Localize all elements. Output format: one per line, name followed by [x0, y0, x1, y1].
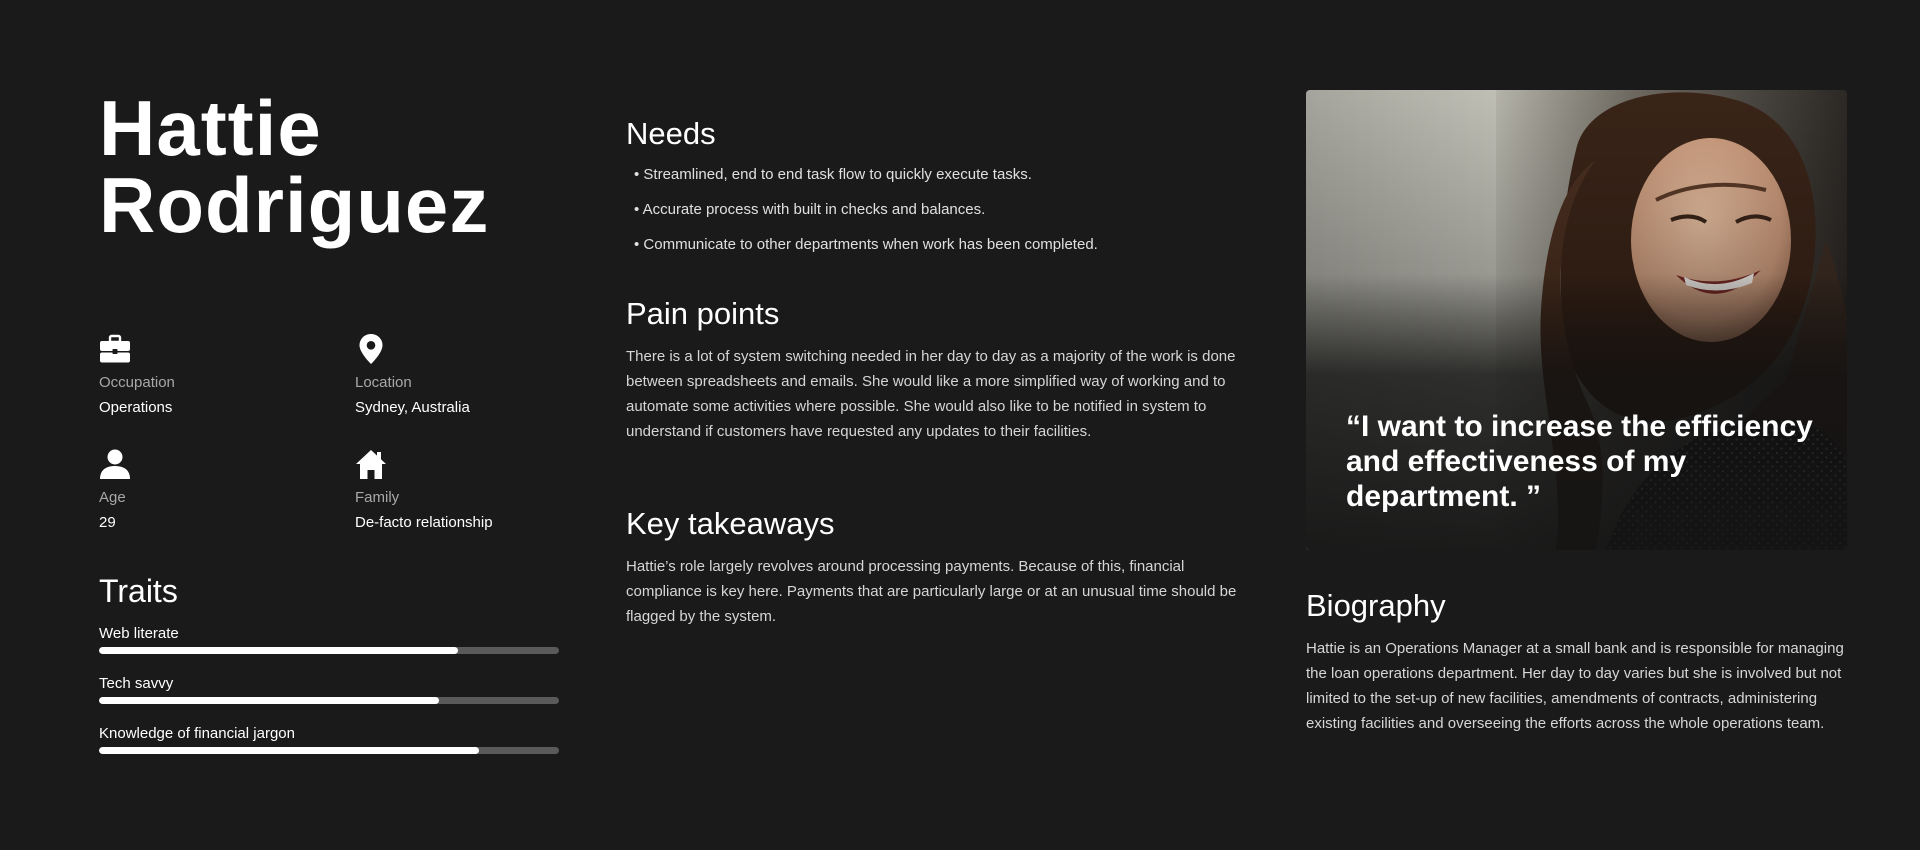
trait-bar-track [99, 647, 559, 654]
age-info [99, 448, 339, 531]
person-icon [99, 448, 131, 480]
family-info [355, 448, 595, 531]
key-takeaways-text: Hattie’s role largely revolves around processing payments. Because of this, financial compliance is key here. Payments that are particularly large or at an unusual time should be flagged by the system. [626, 558, 1237, 625]
occupation-info [99, 333, 339, 416]
list-item: • Communicate to other departments when work has been completed. [634, 236, 1098, 253]
location-label: Location [355, 374, 412, 391]
trait-label: Knowledge of financial jargon [99, 725, 295, 742]
trait-bar-track [99, 697, 559, 704]
age-label: Age [99, 489, 126, 506]
trait-bar-fill [99, 697, 439, 704]
family-value: De-facto relationship [355, 514, 493, 531]
pain-points-text: There is a lot of system switching needed in her day to day as a majority of the work is done between spreadsheets and emails. She would like a more simplified way of working and to automate some activities where possible. She would also like to be notified in system to understand if customers have requested any updates to their facilities. [626, 348, 1236, 440]
trait-bar-track [99, 747, 559, 754]
persona-name [99, 84, 490, 249]
biography-heading: Biography [1306, 588, 1446, 623]
occupation-label: Occupation [99, 374, 175, 391]
pain-points-heading: Pain points [626, 296, 780, 331]
family-label: Family [355, 489, 400, 506]
home-icon [355, 448, 387, 480]
trait-label: Web literate [99, 625, 179, 642]
list-item: • Accurate process with built in checks and balances. [634, 201, 986, 218]
trait-financial-jargon [99, 725, 559, 754]
biography-text: Hattie is an Operations Manager at a small bank and is responsible for managing the loan operations department. Her day to day varies but she is involved but not limited to the set-up of new facilities, amendments of contracts, administering existing facilities and overseeing the efforts across the whole operations team. [1306, 640, 1844, 732]
traits-heading: Traits [99, 573, 178, 609]
persona-photo [1306, 90, 1847, 550]
list-item: • Streamlined, end to end task flow to quickly execute tasks. [634, 166, 1032, 183]
persona-first-name: Hattie [99, 84, 322, 172]
persona-quote: “I want to increase the efficiency and effectiveness of my department. ” [1346, 410, 1813, 513]
needs-list [634, 166, 1098, 271]
age-value: 29 [99, 514, 116, 531]
trait-web-literate [99, 625, 559, 654]
trait-bar-fill [99, 747, 479, 754]
occupation-value: Operations [99, 399, 173, 416]
needs-heading: Needs [626, 116, 716, 151]
trait-label: Tech savvy [99, 675, 174, 692]
location-value: Sydney, Australia [355, 399, 470, 416]
trait-bar-fill [99, 647, 458, 654]
location-info [355, 333, 595, 416]
map-pin-icon [355, 333, 387, 365]
briefcase-icon [99, 333, 131, 365]
key-takeaways-heading: Key takeaways [626, 506, 835, 541]
persona-last-name: Rodriguez [99, 161, 490, 249]
trait-tech-savvy [99, 675, 559, 704]
